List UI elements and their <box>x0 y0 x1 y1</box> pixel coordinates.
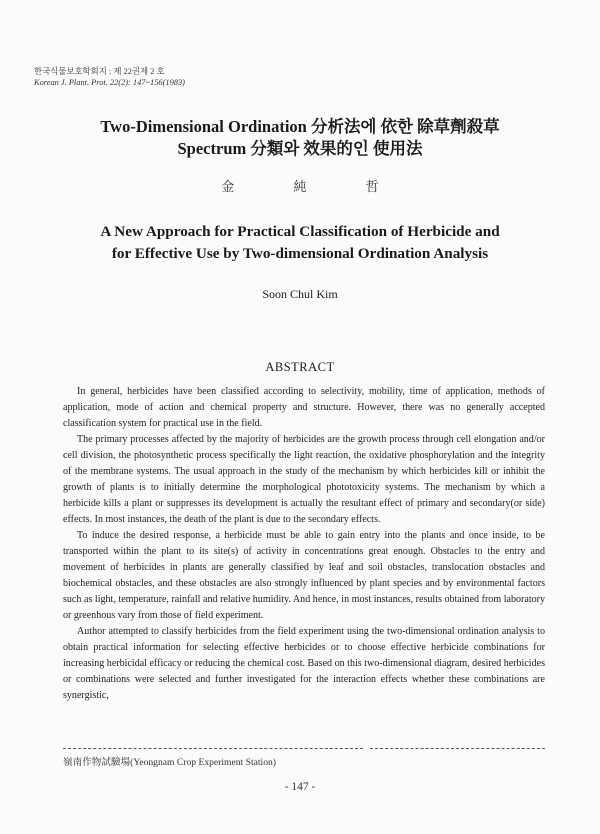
abstract-body <box>63 384 545 704</box>
abstract-paragraph: To induce the desired response, a herbicide must be able to gain entry into the plants and once inside, to be transported within the plant to its site(s) of activity in concentrations great enough. Obstacles to the entry and movement of herbicides in plants are generally classified by leaf and soil obstacles, translocation obstacles and biochemical obstacles, and these obstacles are also strongly influenced by plant species and by environmental factors such as light, temperature, rainfall and relative humidity. And hence, in most instances, results obtained from laboratory or greenhous vary from those of field experiment. <box>63 530 545 621</box>
journal-citation <box>34 66 185 88</box>
english-title-line-2: for Effective Use by Two-dimensional Ordination Analysis <box>111 245 489 262</box>
footnote-rule <box>63 748 363 749</box>
korean-title-line-1: Two-Dimensional Ordination 分析法에 依한 除草劑殺草 <box>100 117 500 136</box>
journal-citation-korean: 한국식물보호학회지 : 제 22권제 2 호 <box>34 67 165 76</box>
korean-title-line-2: Spectrum 分類와 效果的인 使用法 <box>177 139 423 158</box>
journal-citation-english: Korean J. Plant. Prot. 22(2): 147~156(1983) <box>34 78 185 87</box>
affiliation-footnote: 嶺南作物試驗場(Yeongnam Crop Experiment Station) <box>63 757 277 768</box>
english-title-line-1: A New Approach for Practical Classification of Herbicide and <box>100 223 500 240</box>
footnote-rule-continuation <box>370 748 545 749</box>
abstract-paragraph: The primary processes affected by the majority of herbicides are the growth process through cell elongation and/or cell division, the photosynthetic process specifically the light reaction, the oxidative phosphorylation and the integrity of the membrane systems. The usual approach in the study of the mechanism by which herbicides kill or inhibit the growth of plants is to initially determine the morphological phototoxicity systems. The mechanism by which a herbicide kills a plant or suppresses its development is actually the resultant effect of primary and secondary(or side) effects. In most instances, the death of the plant is due to the secondary effects. <box>63 434 545 525</box>
page-number: - 147 - <box>284 781 316 793</box>
abstract-paragraph: In general, herbicides have been classified according to selectivity, mobility, time of application, methods of application, mode of action and chemical property and structure. However, there was no generally accepted classification system for practical use in the field. <box>63 386 545 429</box>
abstract-heading: ABSTRACT <box>265 360 335 374</box>
korean-author-name: 金 純 哲 <box>221 179 407 194</box>
english-author-name: Soon Chul Kim <box>262 287 338 301</box>
abstract-paragraph: Author attempted to classify herbicides from the field experiment using the two-dimensional ordination analysis to obtain practical information for selecting effective herbicides or to choose effective herbicide combinations for increasing herbicidal efficacy or reducing the chemical cost. Based on this two-dimensional diagram, desired herbicides or combinations were selected and further investigated for the interaction effects whether these combinations are synergistic, <box>63 626 545 701</box>
